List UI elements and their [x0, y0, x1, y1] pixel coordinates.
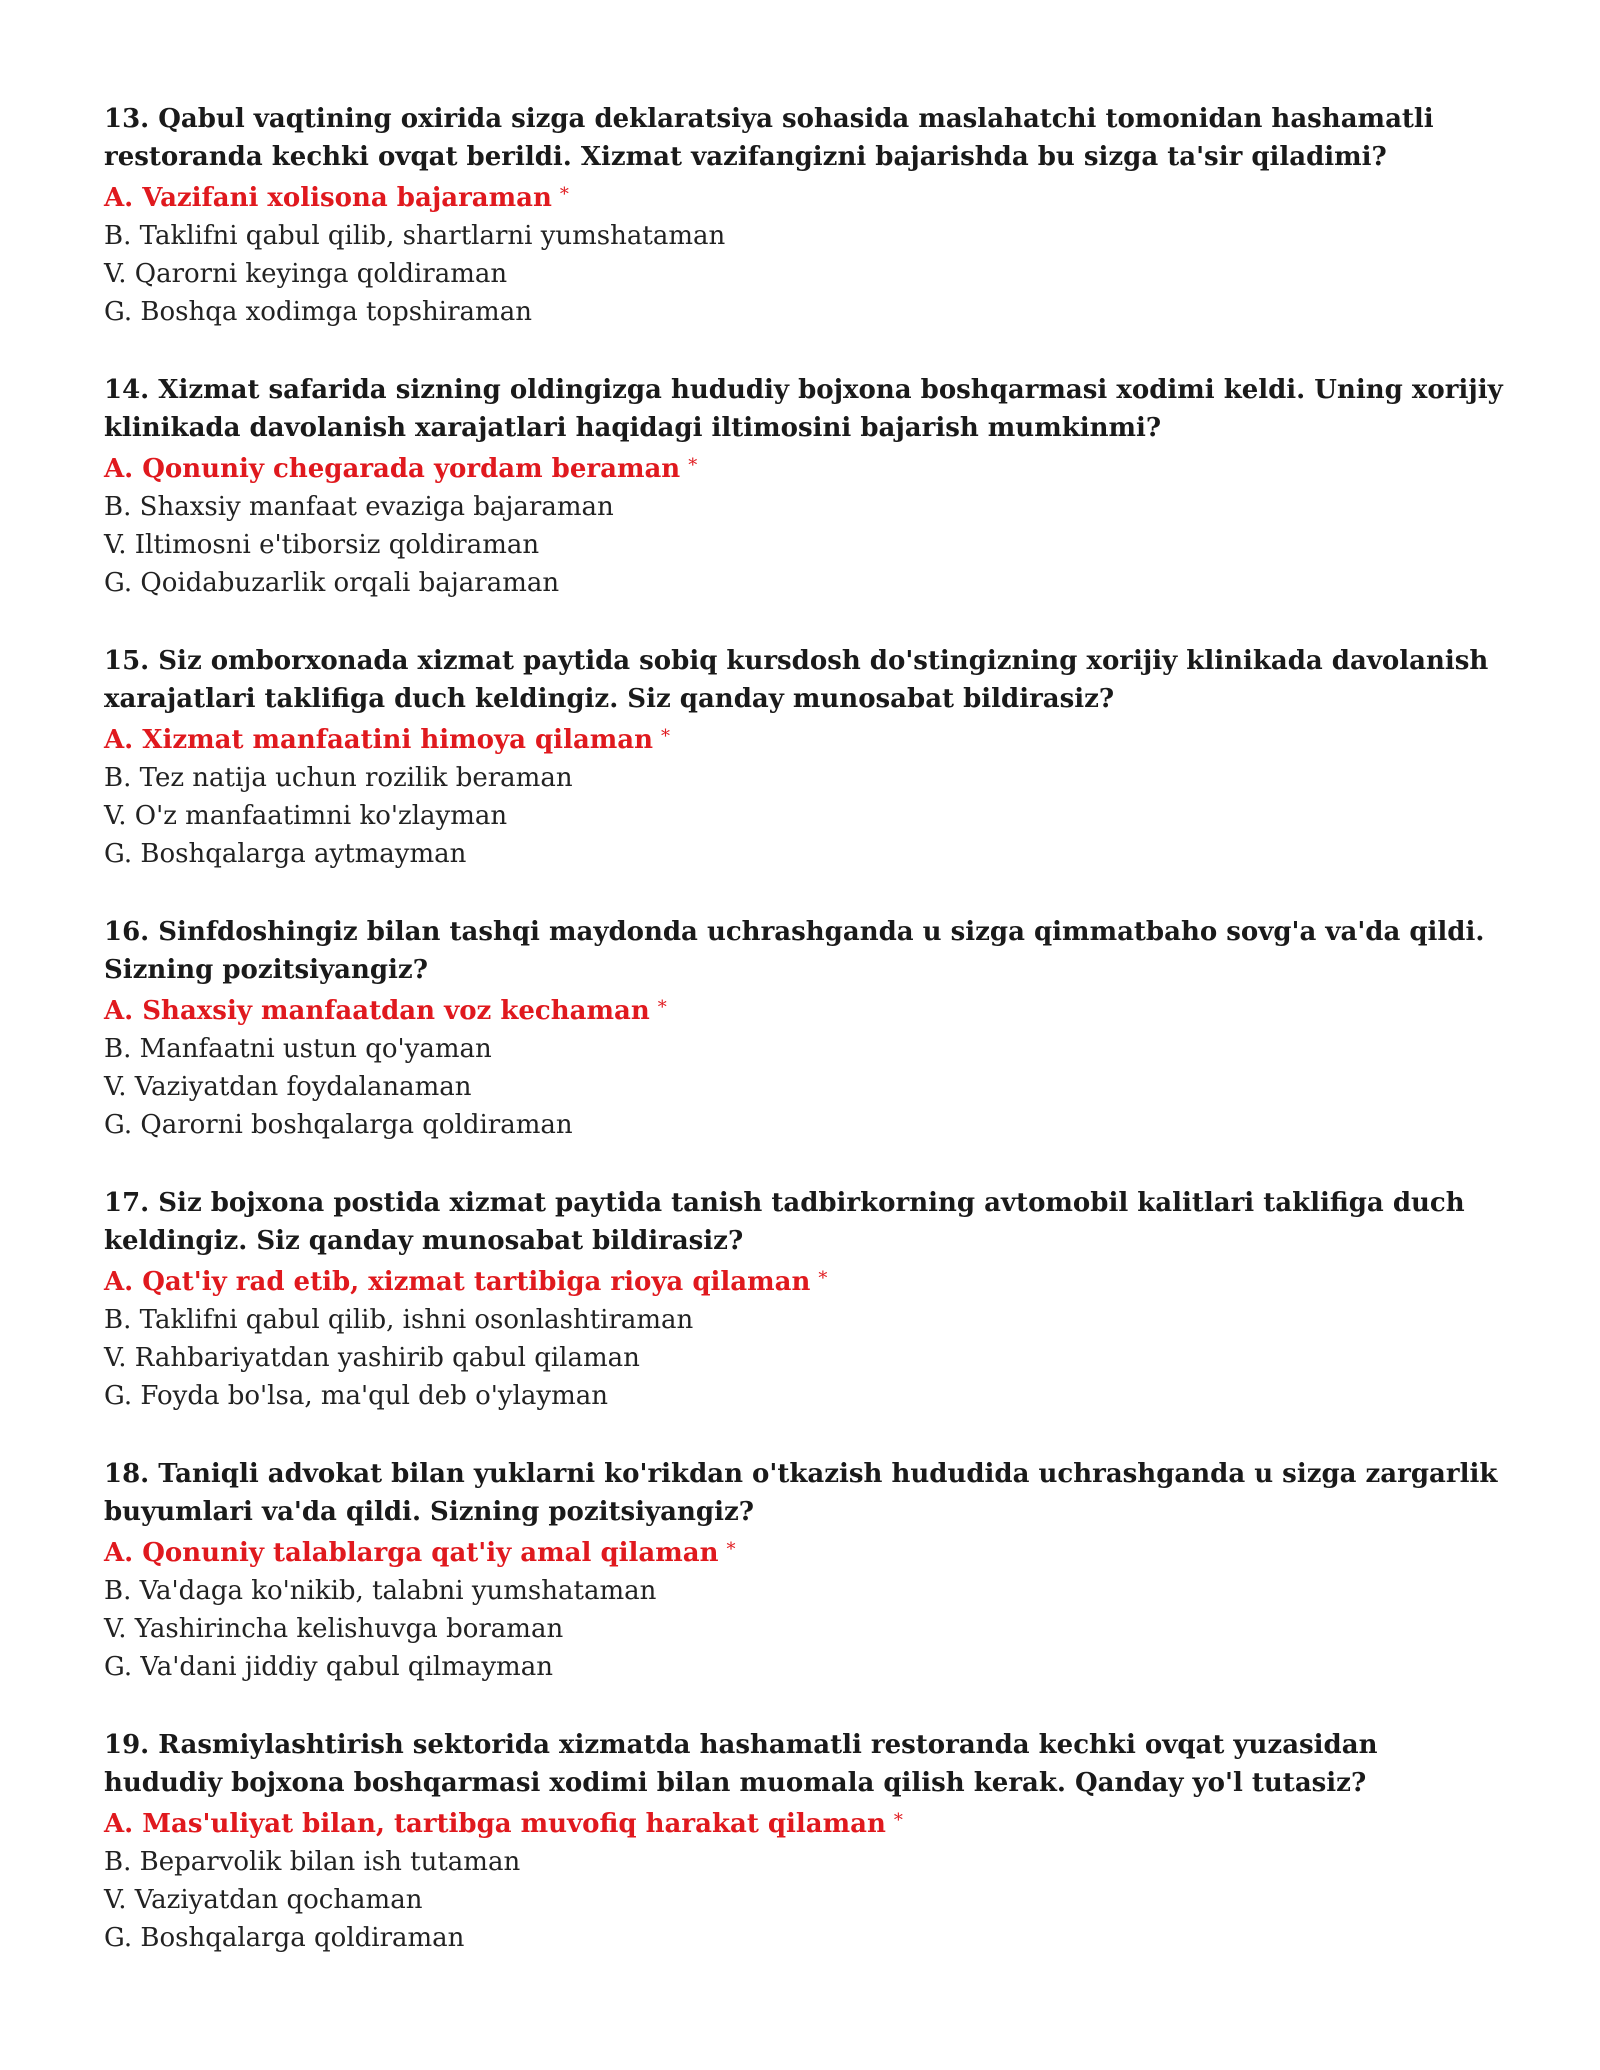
answer-option-g: G. Qoidabuzarlik orqali bajaraman — [104, 568, 560, 598]
question-text: 16. Sinfdoshingiz bilan tashqi maydonda uchrashganda u sizga qimmatbaho sovg'a va'da qildi. Sizning pozitsiyangiz? — [104, 917, 1485, 985]
correct-marker: * — [893, 1810, 903, 1831]
question-text: 19. Rasmiylashtirish sektorida xizmatda hashamatli restoranda kechki ovqat yuzasidan hududiy bojxona boshqarmasi xodimi bilan muomala qilish kerak. Qanday yo'l tutasiz? — [104, 1730, 1378, 1798]
question-text: 17. Siz bojxona postida xizmat paytida tanish tadbirkorning avtomobil kalitlari taklifiga duch keldingiz. Siz qanday munosabat bildirasiz? — [104, 1188, 1465, 1256]
correct-answer-label: A. Shaxsiy manfaatdan voz kechaman — [104, 996, 650, 1026]
answer-option-b: B. Va'daga ko'nikib, talabni yumshataman — [104, 1576, 657, 1606]
correct-marker: * — [688, 455, 698, 476]
correct-marker: * — [661, 726, 671, 747]
answer-option-v: V. Rahbariyatdan yashirib qabul qilaman — [104, 1343, 640, 1373]
question-text: 15. Siz omborxonada xizmat paytida sobiq kursdosh do'stingizning xorijiy klinikada davolanish xarajatlari taklifiga duch keldingiz. Siz qanday munosabat bildirasiz? — [104, 646, 1489, 714]
answer-option-g: G. Qarorni boshqalarga qoldiraman — [104, 1110, 573, 1140]
answer-option-v: V. Vaziyatdan foydalanaman — [104, 1072, 472, 1102]
correct-answer-label: A. Mas'uliyat bilan, tartibga muvofiq harakat qilaman — [104, 1809, 886, 1839]
answer-option-g: G. Boshqalarga aytmayman — [104, 839, 467, 869]
answer-option-v: V. O'z manfaatimni ko'zlayman — [104, 801, 508, 831]
question-17 — [104, 1184, 1504, 1415]
answer-option-b: B. Shaxsiy manfaat evaziga bajaraman — [104, 492, 614, 522]
correct-answer-label: A. Xizmat manfaatini himoya qilaman — [104, 725, 654, 755]
correct-answer-label: A. Qonuniy chegarada yordam beraman — [104, 454, 681, 484]
question-18 — [104, 1455, 1504, 1686]
answer-option-g: G. Boshqalarga qoldiraman — [104, 1923, 465, 1953]
answer-option-b: B. Beparvolik bilan ish tutaman — [104, 1847, 521, 1877]
correct-answer — [104, 989, 1504, 1030]
correct-answer — [104, 176, 1504, 217]
question-15 — [104, 642, 1504, 873]
answer-option-b: B. Taklifni qabul qilib, ishni osonlashtiraman — [104, 1305, 694, 1335]
question-19 — [104, 1726, 1504, 1957]
answer-option-v: V. Qarorni keyinga qoldiraman — [104, 259, 508, 289]
question-13 — [104, 100, 1504, 331]
correct-answer — [104, 447, 1504, 488]
question-text: 14. Xizmat safarida sizning oldingizga hududiy bojxona boshqarmasi xodimi keldi. Uning xorijiy klinikada davolanish xarajatlari haqidagi iltimosini bajarish mumkinmi? — [104, 375, 1503, 443]
answer-option-v: V. Yashirincha kelishuvga boraman — [104, 1614, 564, 1644]
answer-option-g: G. Foyda bo'lsa, ma'qul deb o'ylayman — [104, 1381, 608, 1411]
correct-answer-label: A. Vazifani xolisona bajaraman — [104, 183, 552, 213]
question-text: 13. Qabul vaqtining oxirida sizga deklaratsiya sohasida maslahatchi tomonidan hashamatli restoranda kechki ovqat berildi. Xizmat vazifangizni bajarishda bu sizga ta'sir qiladimi? — [104, 104, 1434, 172]
answer-option-v: V. Vaziyatdan qochaman — [104, 1885, 423, 1915]
correct-answer — [104, 1531, 1504, 1572]
correct-marker: * — [657, 997, 667, 1018]
correct-answer — [104, 1802, 1504, 1843]
question-16 — [104, 913, 1504, 1144]
correct-answer-label: A. Qat'iy rad etib, xizmat tartibiga rioya qilaman — [104, 1267, 811, 1297]
question-text: 18. Taniqli advokat bilan yuklarni ko'rikdan o'tkazish hududida uchrashganda u sizga zargarlik buyumlari va'da qildi. Sizning pozitsiyangiz? — [104, 1459, 1498, 1527]
correct-answer — [104, 1260, 1504, 1301]
answer-option-g: G. Boshqa xodimga topshiraman — [104, 297, 532, 327]
answer-option-g: G. Va'dani jiddiy qabul qilmayman — [104, 1652, 553, 1682]
answer-option-v: V. Iltimosni e'tiborsiz qoldiraman — [104, 530, 540, 560]
correct-marker: * — [818, 1268, 828, 1289]
answer-option-b: B. Tez natija uchun rozilik beraman — [104, 763, 573, 793]
correct-marker: * — [559, 184, 569, 205]
quiz-page — [104, 100, 1504, 1997]
correct-answer — [104, 718, 1504, 759]
correct-answer-label: A. Qonuniy talablarga qat'iy amal qilaman — [104, 1538, 719, 1568]
correct-marker: * — [726, 1539, 736, 1560]
answer-option-b: B. Manfaatni ustun qo'yaman — [104, 1034, 492, 1064]
question-14 — [104, 371, 1504, 602]
answer-option-b: B. Taklifni qabul qilib, shartlarni yumshataman — [104, 221, 726, 251]
